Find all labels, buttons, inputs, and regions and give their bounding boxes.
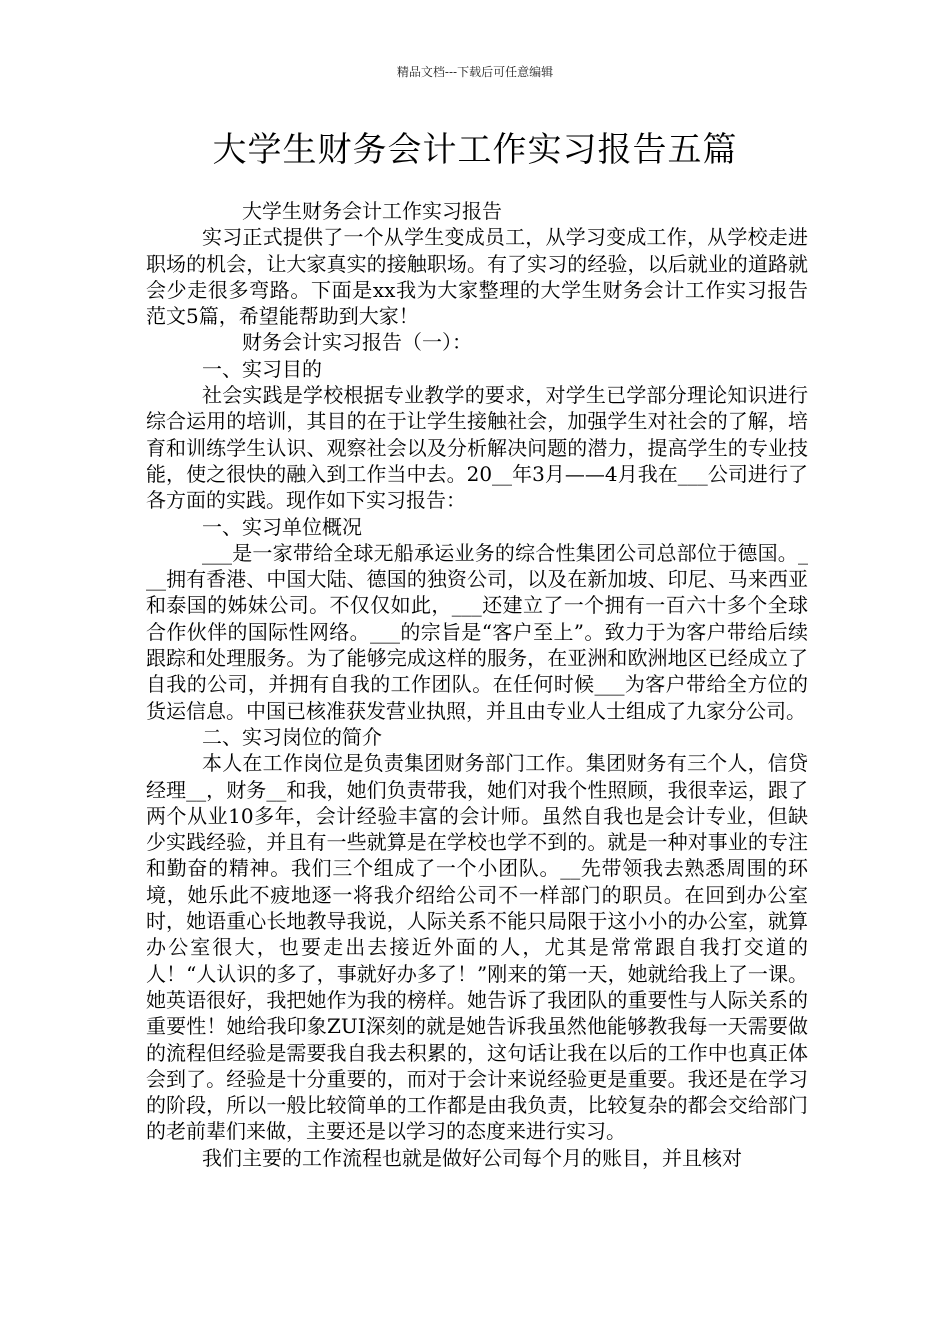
intro-paragraph: 实习正式提供了一个从学生变成员工，从学习变成工作，从学校走进职场的机会，让大家真实的接触职场。有了实习的经验，以后就业的道路就会少走很多弯路。下面是xx我为大家整理的大学生财务会计工作实习报告范文5篇，希望能帮助到大家！ bbox=[146, 225, 808, 329]
document-body bbox=[146, 198, 808, 1171]
workflow-paragraph: 我们主要的工作流程也就是做好公司每个月的账目，并且核对 bbox=[202, 1145, 742, 1170]
company-overview-paragraph: ___是一家带给全球无船承运业务的综合性集团公司总部位于德国。___拥有香港、中国大陆、德国的独资公司，以及在新加坡、印尼、马来西亚和泰国的姊妹公司。不仅仅如此，___还建立了一个拥有一百六十多个全球合作伙伴的国际性网络。___的宗旨是“客户至上”。致力于为客户带给后续跟踪和处理服务。为了能够完成这样的服务，在亚洲和欧洲地区已经成立了自我的公司，并拥有自我的工作团队。在任何时候___为客户带给全方位的货运信息。中国已核准获发营业执照，并且由专业人士组成了九家分公司。 bbox=[146, 540, 808, 723]
section-heading-position: 二、实习岗位的简介 bbox=[202, 724, 382, 749]
document-title: 大学生财务会计工作实习报告五篇 bbox=[212, 130, 738, 170]
section-heading-company-overview: 一、实习单位概况 bbox=[202, 514, 362, 539]
position-paragraph: 本人在工作岗位是负责集团财务部门工作。集团财务有三个人，信贷经理__，财务__和我，她们负责带我，她们对我个性照顾，我很幸运，跟了两个从业10多年，会计经验丰富的会计师。虽然自我也是会计专业，但缺少实践经验，并且有一些就算是在学校也学不到的。就是一种对事业的专注和勤奋的精神。我们三个组成了一个小团队。__先带领我去熟悉周围的环境，她乐此不疲地逐一将我介绍给公司不一样部门的职员。在回到办公室时，她语重心长地教导我说，人际关系不能只局限于这小小的办公室，就算办公室很大，也要走出去接近外面的人，尤其是常常跟自我打交道的人！“人认识的多了，事就好办多了！”刚来的第一天，她就给我上了一课。她英语很好，我把她作为我的榜样。她告诉了我团队的重要性与人际关系的重要性！她给我印象ZUI深刻的就是她告诉我虽然他能够教我每一天需要做的流程但经验是需要我自我去积累的，这句话让我在以后的工作中也真正体会到了。经验是十分重要的，而对于会计来说经验更是重要。我还是在学习的阶段，所以一般比较简单的工作都是由我负责，比较复杂的都会交给部门的老前辈们来做，主要还是以学习的态度来进行实习。 bbox=[146, 751, 808, 1144]
section-heading-purpose: 一、实习目的 bbox=[202, 356, 322, 381]
page-header: 精品文档---下载后可任意编辑 bbox=[396, 65, 554, 79]
report-one-heading: 财务会计实习报告（一）： bbox=[242, 330, 472, 355]
purpose-paragraph: 社会实践是学校根据专业教学的要求，对学生已学部分理论知识进行综合运用的培训，其目的在于让学生接触社会，加强学生对社会的了解，培育和训练学生认识、观察社会以及分析解决问题的潜力，提高学生的专业技能，使之很快的融入到工作当中去。20__年3月——4月我在___公司进行了各方面的实践。现作如下实习报告： bbox=[146, 383, 808, 513]
report-subtitle: 大学生财务会计工作实习报告 bbox=[242, 199, 502, 223]
